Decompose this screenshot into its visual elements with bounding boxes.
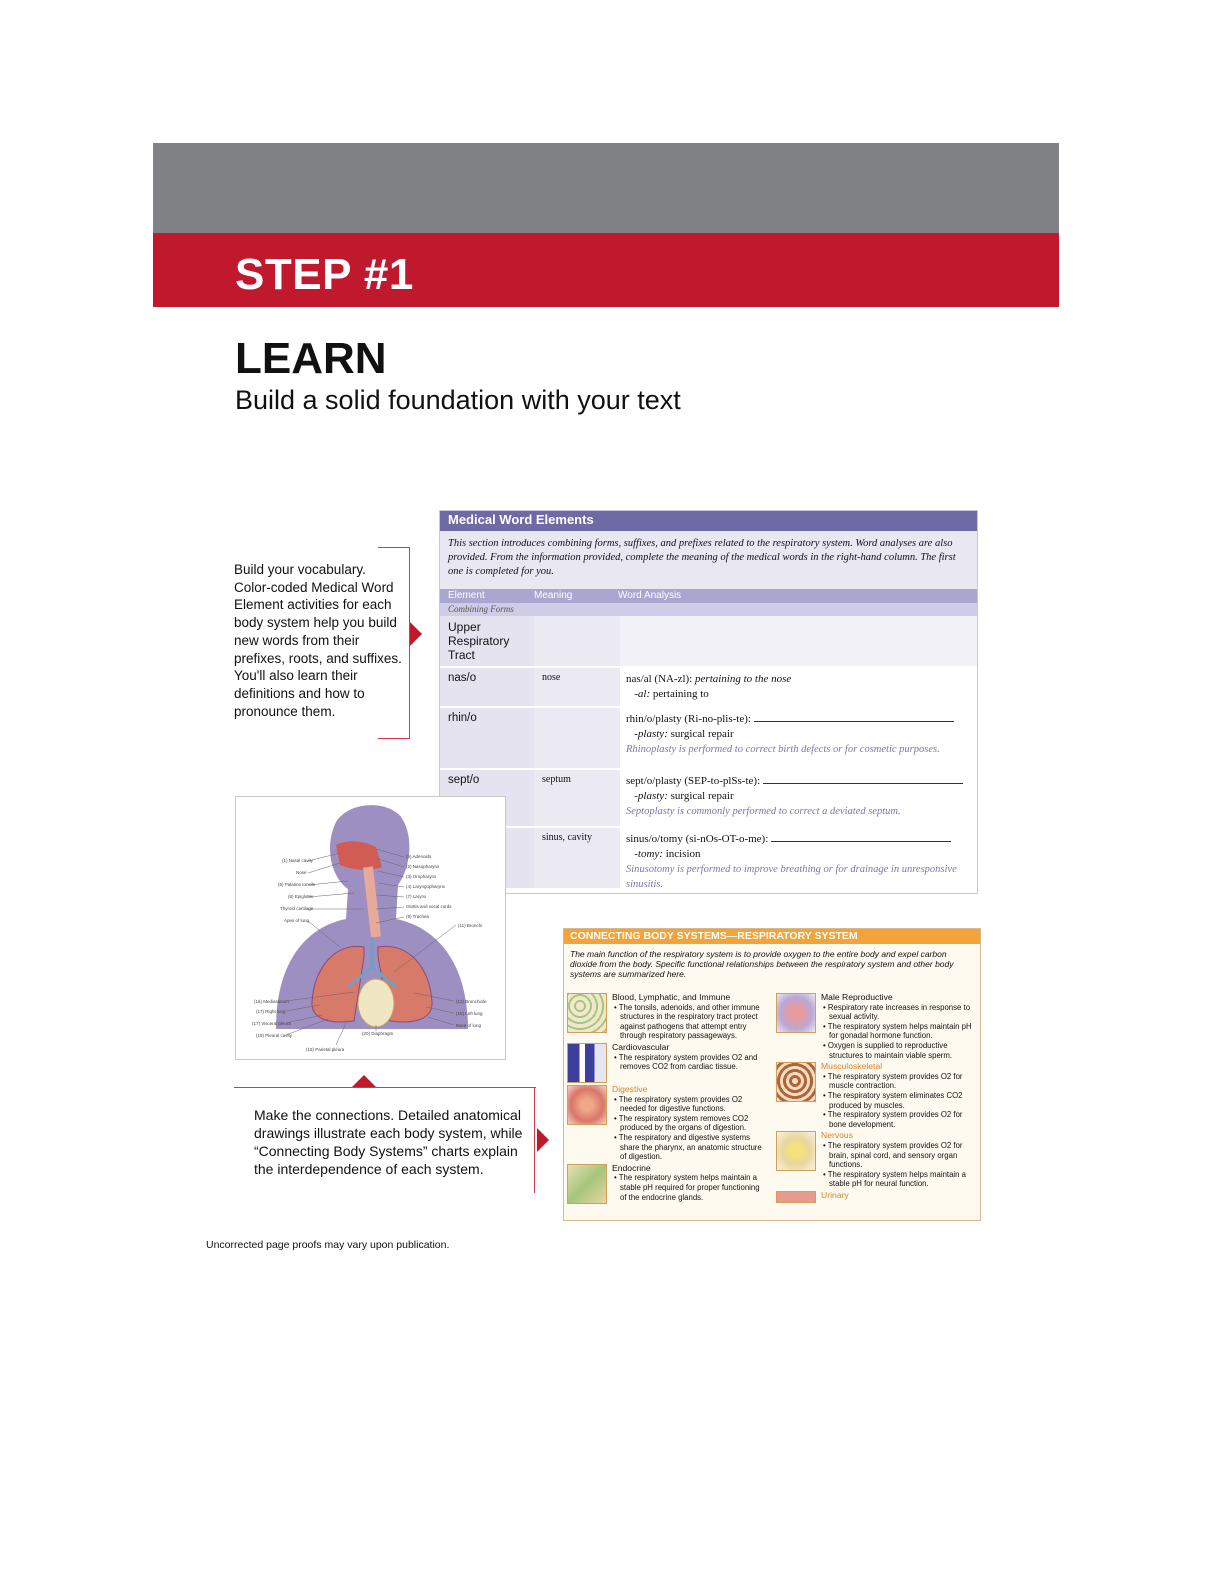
system-bullet: • The respiratory system provides O2 for brain, spinal cord, and sensory organ functions. (823, 1140, 963, 1170)
callout-arrow-icon (410, 622, 422, 646)
system-bullet: • The respiratory system helps maintain a stable pH required for proper functioning of the endocrine glands. (614, 1173, 760, 1202)
system-name: Blood, Lymphatic, and Immune (612, 992, 731, 1002)
system-bullet: • The respiratory and digestive systems share the pharynx, an anatomic structure of digestion. (614, 1132, 762, 1162)
anatomy-label: (1) Nasal cavity (282, 858, 314, 863)
system-entry (567, 1085, 765, 1162)
answer-blank[interactable] (763, 783, 963, 784)
anatomy-label: (4) Laryngopharynx (406, 884, 446, 889)
meaning-cell: nose (534, 668, 620, 706)
table-row (440, 828, 977, 890)
analysis-cell (620, 828, 977, 888)
system-name: Cardiovascular (612, 1041, 670, 1052)
connecting-body-systems-panel (563, 928, 981, 1221)
system-name: Urinary (821, 1189, 849, 1200)
column-header-analysis: Word Analysis (618, 590, 682, 601)
table-row (440, 668, 977, 708)
anatomy-label: Glottis and vocal cords (406, 904, 452, 909)
system-entry (567, 993, 765, 1041)
suffix-meaning: pertaining to (652, 688, 709, 700)
system-name: Digestive (612, 1083, 648, 1094)
suffix-meaning: surgical repair (670, 790, 734, 802)
suffix: -plasty: (634, 790, 668, 802)
callout-bracket (534, 1087, 535, 1193)
meaning-cell: septum (534, 770, 620, 826)
analysis-cell (620, 668, 977, 706)
system-name: Musculoskeletal (821, 1061, 883, 1072)
answer-blank[interactable] (771, 841, 951, 842)
mwe-title: Medical Word Elements (440, 511, 977, 531)
system-bullet: • The respiratory system provides O2 and removes CO2 from cardiac tissue. (614, 1052, 758, 1072)
suffix-meaning: surgical repair (670, 728, 734, 740)
connections-callout: Make the connections. Detailed anatomical drawings illustrate each body system, while “Connecting Body Systems” charts explain the interdependence of each system. (254, 1107, 523, 1177)
anatomy-label: (9) Trachea (406, 914, 430, 919)
anatomy-label: (18) Parietal pleura (306, 1047, 345, 1052)
anatomy-label: (20) Diaphragm (362, 1031, 394, 1036)
system-entry (567, 1043, 765, 1083)
answer-blank[interactable] (754, 721, 954, 722)
element-cell: nas/o (440, 668, 534, 706)
medical-word: rhin/o/plasty (Ri-no-plis-te): (626, 713, 751, 725)
anatomy-label: (11) Bronchi (458, 923, 483, 928)
endocrine-thumbnail-icon (567, 1164, 607, 1204)
system-name: Nervous (821, 1130, 853, 1141)
medical-word-elements-panel (439, 510, 978, 894)
system-bullet: • The respiratory system removes CO2 produced by the organs of digestion. (614, 1113, 749, 1133)
system-bullet: • The respiratory system provides O2 for muscle contraction. (823, 1071, 963, 1091)
mwe-column-headers (440, 589, 977, 603)
analysis-cell (620, 708, 977, 768)
medical-word: nas/al (NA-zl): (626, 673, 693, 685)
usage-note: Rhinoplasty is performed to correct birth defects or for cosmetic purposes. (626, 744, 940, 755)
page-subtitle: Build a solid foundation with your text (235, 385, 681, 415)
usage-note: Sinusotomy is performed to improve breathing or for drainage in unresponsive sinusitis. (626, 864, 957, 890)
respiratory-anatomy-figure (235, 796, 506, 1060)
suffix: -al: (634, 688, 651, 700)
system-bullet: • The respiratory system provides O2 for bone development. (823, 1110, 963, 1129)
anatomy-illustration (236, 797, 505, 1059)
system-entry (776, 1131, 974, 1189)
medical-word: sept/o/plasty (SEP-to-plSs-te): (626, 775, 761, 787)
gray-header-band (153, 143, 1059, 233)
system-bullet: • The respiratory system eliminates CO2 produced by muscles. (823, 1090, 963, 1110)
section-row (440, 616, 977, 668)
suffix: -tomy: (634, 848, 663, 860)
nervous-thumbnail-icon (776, 1131, 816, 1171)
anatomy-label: Base of lung (456, 1023, 482, 1028)
answer: pertaining to the nose (695, 673, 792, 685)
column-header-element: Element (448, 590, 485, 601)
anatomy-label: (15) Left lung (456, 1011, 483, 1016)
table-row (440, 770, 977, 828)
medical-word: sinus/o/tomy (si-nOs-OT-o-me): (626, 833, 769, 845)
musculoskeletal-thumbnail-icon (776, 1062, 816, 1102)
system-bullet: • Oxygen is supplied to reproductive structures to maintain viable sperm. (823, 1040, 953, 1060)
anatomy-label: (2) Nasopharynx (406, 864, 440, 869)
urinary-thumbnail-icon (776, 1191, 816, 1203)
digestive-thumbnail-icon (567, 1085, 607, 1125)
system-bullet: • Respiratory rate increases in response to sexual activity. (823, 1002, 971, 1022)
section-label: Upper Respiratory Tract (440, 616, 534, 666)
table-row (440, 708, 977, 770)
suffix: -plasty: (634, 728, 668, 740)
mwe-intro: This section introduces combining forms, suffixes, and prefixes related to the respiratory system. Word analyses are also provided. From the information provided, complete the meaning of the medical words in the right-hand column. The first one is completed for you. (440, 531, 977, 589)
reproductive-thumbnail-icon (776, 993, 816, 1033)
cardiovascular-thumbnail-icon (567, 1043, 607, 1083)
meaning-cell: sinus, cavity (534, 828, 620, 888)
system-bullet: • The respiratory system provides O2 needed for digestive functions. (614, 1094, 743, 1114)
cbs-intro: The main function of the respiratory system is to provide oxygen to the entire body and expel carbon dioxide from the body. Specific functional relationships between the respiratory system and other body systems are summarized here. (570, 949, 954, 979)
lymphatic-thumbnail-icon (567, 993, 607, 1033)
cbs-left-column (567, 993, 765, 1206)
usage-note: Septoplasty is commonly performed to correct a deviated septum. (626, 806, 901, 817)
system-name: Endocrine (612, 1162, 651, 1173)
element-cell: rhin/o (440, 708, 534, 768)
element-cell: sept/o (440, 770, 534, 826)
footer-note: Uncorrected page proofs may vary upon publication. (206, 1239, 450, 1251)
anatomy-label: (12) Bronchiole (456, 999, 487, 1004)
analysis-cell (620, 770, 977, 826)
system-bullet: • The tonsils, adenoids, and other immune structures in the respiratory tract protect against pathogens that attempt entry through respiratory passageways. (614, 1002, 760, 1041)
anatomy-label: (19) Pleural cavity (256, 1033, 293, 1038)
system-entry (776, 1062, 974, 1129)
anatomy-label: (7) Larynx (406, 894, 427, 899)
callout-bracket (378, 547, 410, 739)
anatomy-label: (6) Palatine tonsils (278, 882, 316, 887)
mwe-subhead: Combining Forms (440, 603, 977, 616)
system-entry (776, 993, 974, 1060)
anatomy-label: (8) Epiglottis (288, 894, 314, 899)
anatomy-label: Nose (296, 870, 307, 875)
anatomy-label: (3) Oropharynx (406, 874, 437, 879)
system-bullet: • The respiratory system helps maintain pH for gonadal hormone function. (823, 1021, 972, 1041)
step-label: STEP #1 (235, 250, 414, 299)
system-bullet: • The respiratory system helps maintain a stable pH for neural function. (823, 1169, 967, 1189)
system-entry (776, 1191, 974, 1203)
anatomy-label: Apex of lung (284, 918, 310, 923)
anatomy-label: Thyroid cartilage (280, 906, 314, 911)
cbs-title: CONNECTING BODY SYSTEMS—RESPIRATORY SYSTEM (564, 929, 980, 944)
cbs-right-column (776, 993, 974, 1205)
anatomy-label: (17) Visceral pleura (252, 1021, 291, 1026)
callout-arrow-icon (352, 1075, 376, 1087)
callout-arrow-icon (537, 1128, 549, 1152)
system-name: Male Reproductive (821, 992, 893, 1002)
anatomy-label: (16) Mediastinum (254, 999, 289, 1004)
page-title: LEARN (235, 334, 387, 383)
meaning-cell (534, 708, 620, 768)
vocabulary-callout: Build your vocabulary. Color-coded Medical Word Element activities for each body system help you build new words from their prefixes, roots, and suffixes. You'll also learn their definitions and how to pronounce them. (234, 562, 402, 719)
suffix-meaning: incision (665, 848, 701, 860)
anatomy-label: (5) Adenoids (406, 854, 432, 859)
anatomy-label: (17) Right lung (256, 1009, 286, 1014)
column-header-meaning: Meaning (534, 590, 573, 601)
system-entry (567, 1164, 765, 1204)
